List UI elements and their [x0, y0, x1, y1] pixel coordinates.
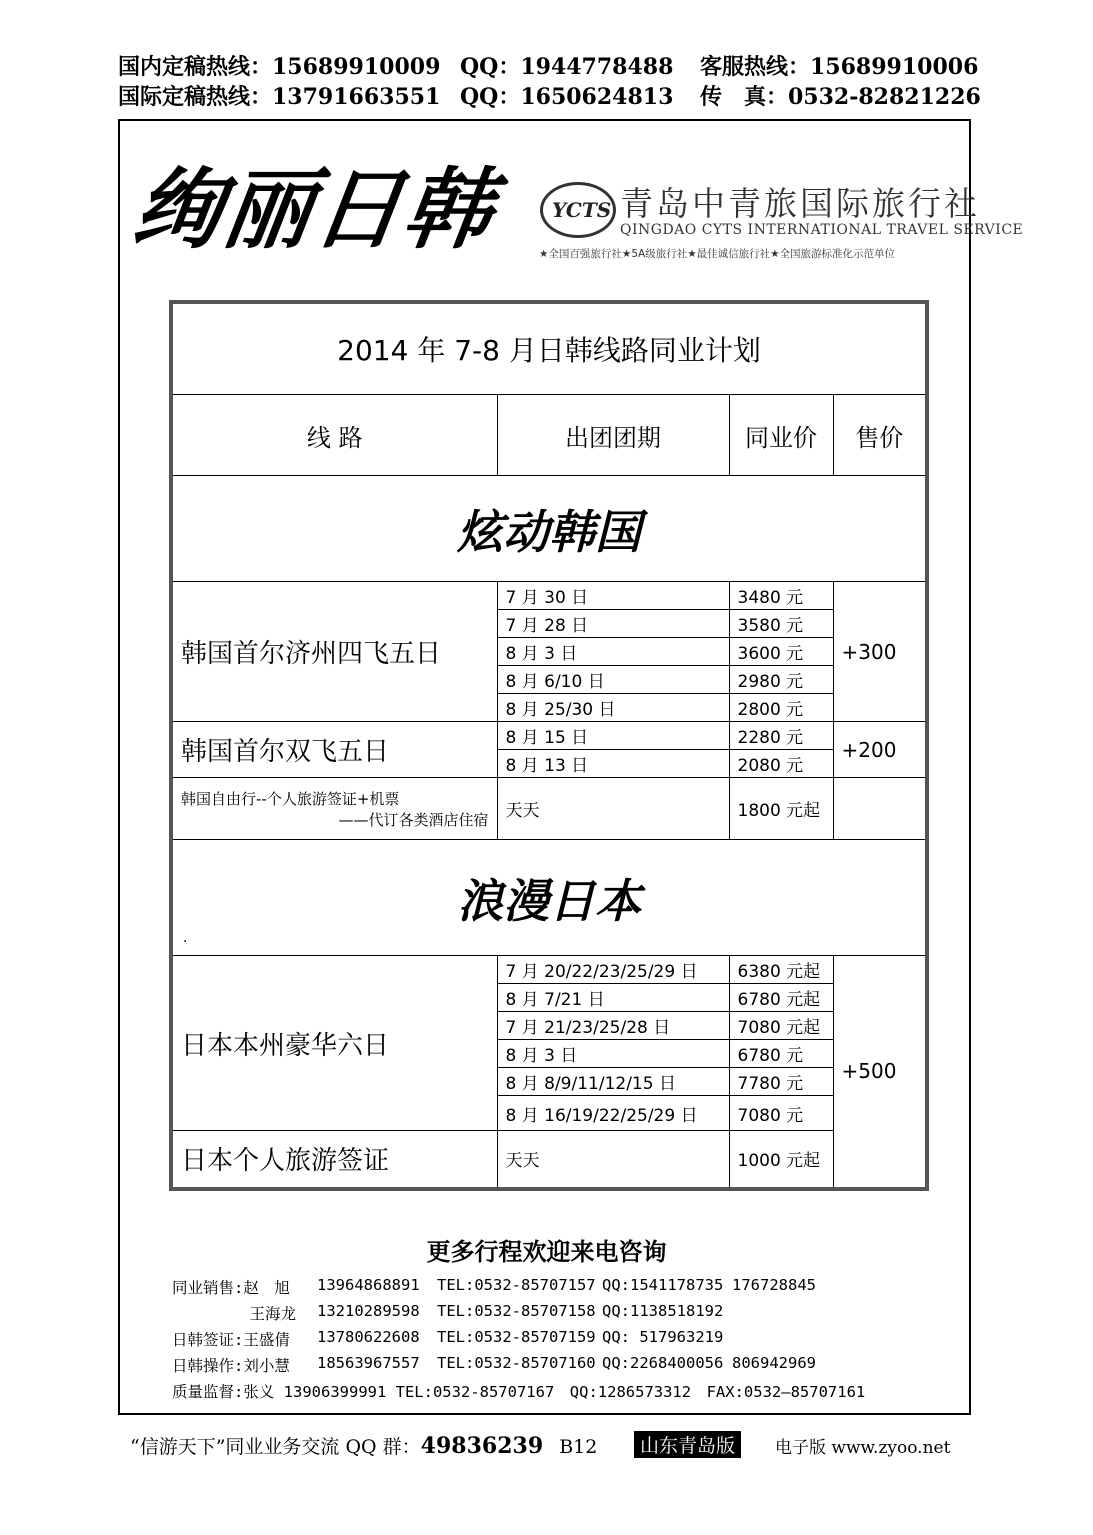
contact-tel: TEL:0532-85707160 — [437, 1354, 596, 1372]
contact-role: 王海龙 — [172, 1305, 297, 1323]
edition-badge: 山东青岛版 — [634, 1431, 741, 1458]
route-line-1: 韩国自由行--个人旅游签证+机票 — [181, 789, 400, 808]
sell-markup: +200 — [833, 722, 927, 778]
agency-logo-text: YCTS — [552, 198, 612, 222]
service-hotline: 客服热线：15689910006 — [700, 54, 979, 80]
contact-tel: TEL:0532-85707159 — [437, 1328, 596, 1346]
trade-price: 2800 元 — [729, 694, 833, 722]
departure-date: 7 月 28 日 — [497, 610, 729, 638]
contact-extra: 806942969 — [732, 1354, 816, 1372]
route-name: 日本个人旅游签证 — [171, 1131, 497, 1189]
trade-price: 2980 元 — [729, 666, 833, 694]
departure-date: 7 月 21/23/25/28 日 — [497, 1012, 729, 1040]
contact-mobile: 18563967557 — [317, 1354, 420, 1372]
trade-price: 7080 元起 — [729, 1012, 833, 1040]
contact-qq: QQ:1541178735 — [602, 1276, 724, 1294]
sell-markup: +300 — [833, 582, 927, 722]
trade-price: 7080 元 — [729, 1096, 833, 1131]
trade-price: 6780 元起 — [729, 984, 833, 1012]
page-number: B12 — [559, 1436, 598, 1458]
departure-date: 8 月 15 日 — [497, 722, 729, 750]
route-line-2: ——代订各类酒店住宿 — [338, 810, 489, 829]
domestic-qq: QQ：1944778488 — [460, 54, 674, 80]
agency-name-en: QINGDAO CYTS INTERNATIONAL TRAVEL SERVICE — [620, 222, 1024, 238]
departure-date: 8 月 3 日 — [497, 1040, 729, 1068]
departure-date: 7 月 20/22/23/25/29 日 — [497, 956, 729, 984]
plan-title: 2014 年 7-8 月日韩线路同业计划 — [171, 302, 927, 395]
contact-role: 日韩操作:刘小慧 — [172, 1357, 290, 1375]
contact-qq: QQ:1138518192 — [602, 1302, 724, 1320]
trade-price: 2080 元 — [729, 750, 833, 778]
contact-extra: 176728845 — [732, 1276, 816, 1294]
trade-price: 3600 元 — [729, 638, 833, 666]
domestic-hotline: 国内定稿热线：15689910009 — [118, 54, 441, 80]
intl-hotline: 国际定稿热线：13791663551 — [118, 84, 441, 110]
trade-price: 1800 元起 — [729, 778, 833, 840]
route-name: 韩国首尔济州四飞五日 — [171, 582, 497, 722]
route-name: 日本本州豪华六日 — [171, 956, 497, 1131]
sell-markup-empty — [833, 778, 927, 840]
contact-role: 同业销售:赵 旭 — [172, 1279, 290, 1297]
contact-role: 日韩签证:王盛倩 — [172, 1331, 290, 1349]
trade-price: 6380 元起 — [729, 956, 833, 984]
agency-tagline: ★全国百强旅行社★5A级旅行社★最佳诚信旅行社★全国旅游标准化示范单位 — [539, 248, 896, 260]
header-dates: 出团团期 — [497, 395, 729, 476]
trade-price: 6780 元 — [729, 1040, 833, 1068]
contact-mobile: 13964868891 — [317, 1276, 420, 1294]
quality-supervision: 质量监督:张义 13906399991 TEL:0532-85707167 QQ:1286573312 FAX:0532—85707161 — [172, 1383, 866, 1401]
contact-qq: QQ:2268400056 — [602, 1354, 724, 1372]
agency-name: 青岛中青旅国际旅行社 — [620, 184, 980, 223]
plan-table — [169, 300, 929, 1191]
contact-tel: TEL:0532-85707157 — [437, 1276, 596, 1294]
site-url: 电子版 www.zyoo.net — [775, 1438, 951, 1458]
departure-date: 7 月 30 日 — [497, 582, 729, 610]
brand-title: 绚丽日韩 — [126, 158, 502, 261]
departure-date: 8 月 25/30 日 — [497, 694, 729, 722]
group-qq: 49836239 — [420, 1433, 544, 1459]
departure-date: 8 月 6/10 日 — [497, 666, 729, 694]
group-label: “信游天下”同业业务交流 QQ 群： — [130, 1436, 421, 1458]
route-name — [171, 778, 497, 840]
trade-price: 3480 元 — [729, 582, 833, 610]
departure-date: 8 月 8/9/11/12/15 日 — [497, 1068, 729, 1096]
departure-date: 天天 — [497, 778, 729, 840]
section-japan: 浪漫日本 — [171, 840, 927, 956]
footer — [130, 1432, 597, 1459]
trade-price: 1000 元起 — [729, 1131, 833, 1189]
trade-price: 7780 元 — [729, 1068, 833, 1096]
trade-price: 2280 元 — [729, 722, 833, 750]
more-info-heading: 更多行程欢迎来电咨询 — [426, 1238, 667, 1266]
departure-date: 8 月 3 日 — [497, 638, 729, 666]
section-korea: 炫动韩国 — [171, 476, 927, 582]
contact-mobile: 13210289598 — [317, 1302, 420, 1320]
header-trade-price: 同业价 — [729, 395, 833, 476]
contact-mobile: 13780622608 — [317, 1328, 420, 1346]
route-name: 韩国首尔双飞五日 — [171, 722, 497, 778]
contact-qq: QQ: 517963219 — [602, 1328, 724, 1346]
trade-price: 3580 元 — [729, 610, 833, 638]
departure-date: 天天 — [497, 1131, 729, 1189]
departure-date: 8 月 16/19/22/25/29 日 — [497, 1096, 729, 1131]
header-route: 线 路 — [171, 395, 497, 476]
header-sell-price: 售价 — [833, 395, 927, 476]
sell-markup: +500 — [833, 956, 927, 1189]
contact-tel: TEL:0532-85707158 — [437, 1302, 596, 1320]
stray-dot: . — [183, 930, 188, 946]
departure-date: 8 月 13 日 — [497, 750, 729, 778]
fax: 传 真：0532-82821226 — [700, 84, 981, 110]
departure-date: 8 月 7/21 日 — [497, 984, 729, 1012]
intl-qq: QQ：1650624813 — [460, 84, 674, 110]
